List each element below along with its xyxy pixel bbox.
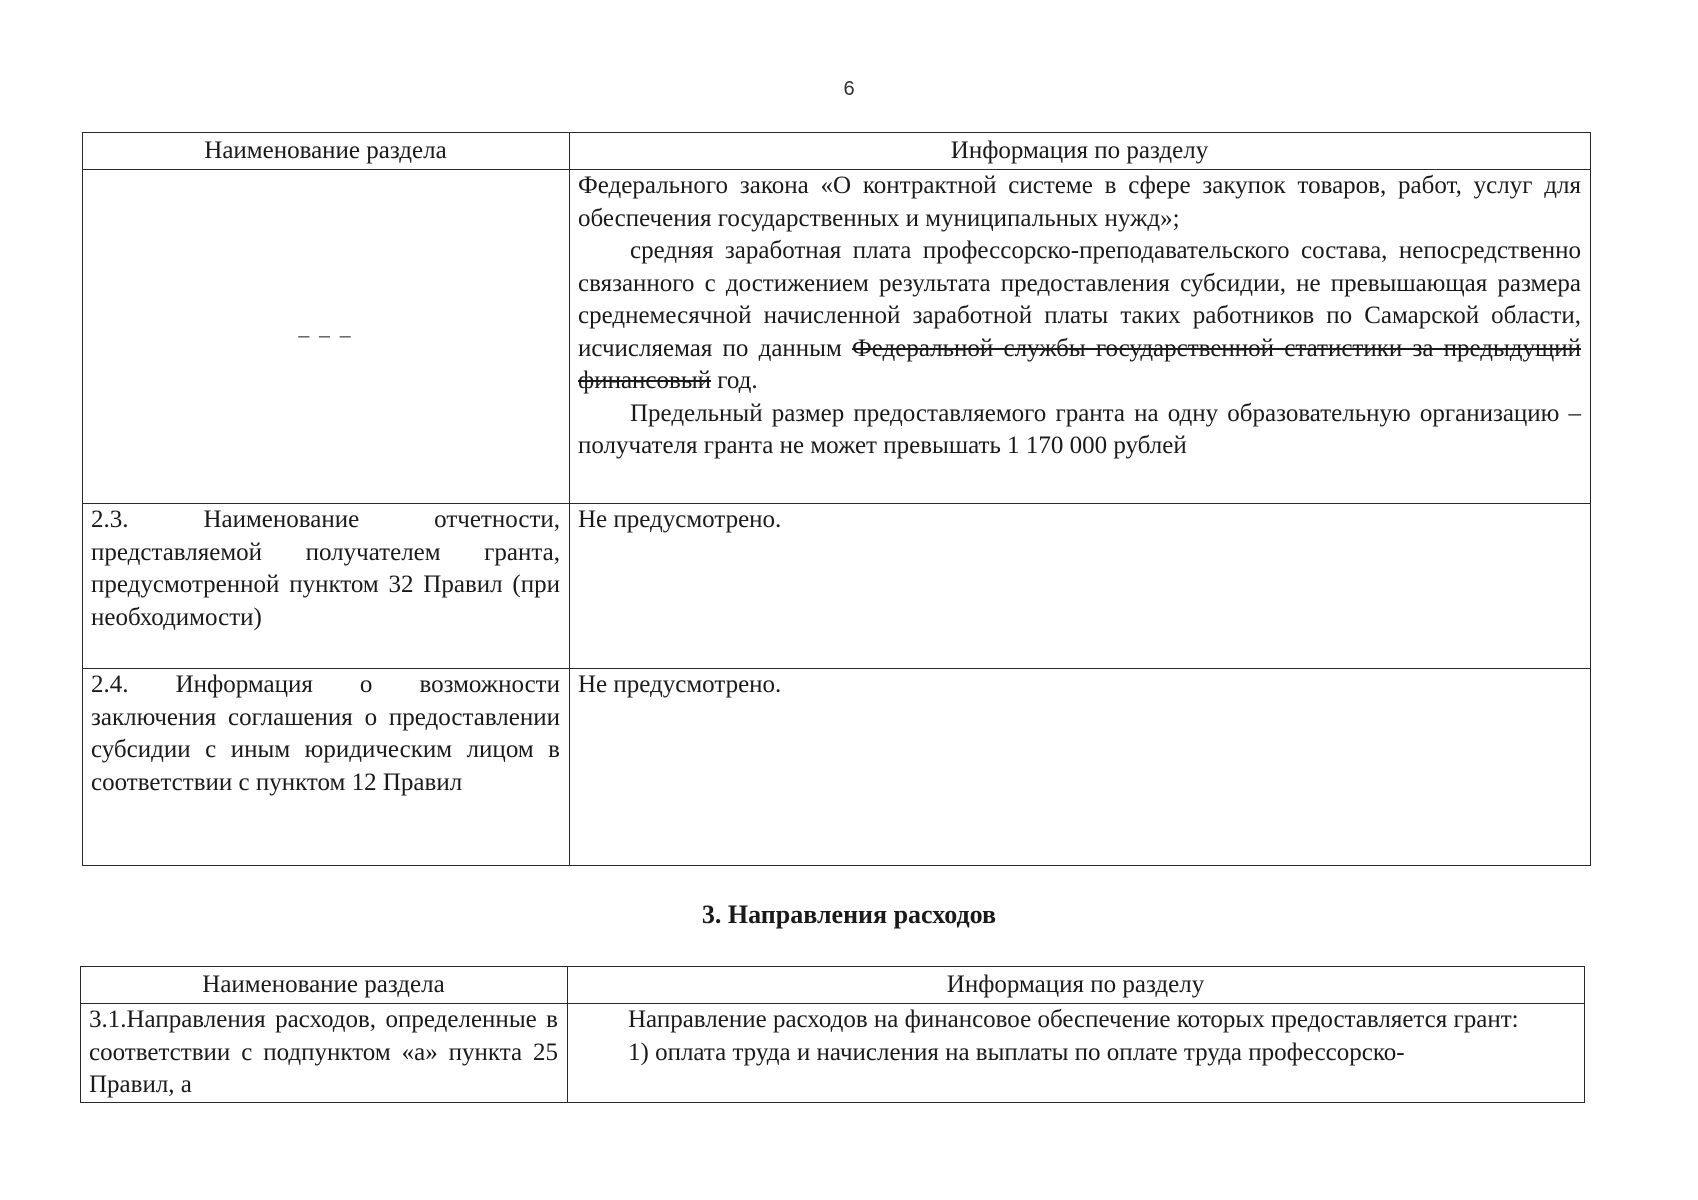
row-3-1-info-p1: Направление расходов на финансовое обеспечение которых предоставляется грант: — [628, 1006, 1519, 1033]
continuation-dashes: – – – — [298, 325, 353, 348]
row-2-3-name: 2.3. Наименование отчетности, представляемой получателем гранта, предусмотренной пунктом 32 Правил (при необходимости) — [83, 504, 570, 669]
section-3-title: 3. Направления расходов — [701, 900, 997, 929]
header-section-name: Наименование раздела — [81, 967, 568, 1004]
continuation-info-cell — [570, 170, 1591, 504]
row-2-4-name: 2.4. Информация о возможности заключения соглашения о предоставлении субсидии с иным юридическим лицом в соответствии с пунктом 12 Правил — [83, 669, 570, 866]
section-3-table — [80, 966, 1585, 1103]
table-row-continuation — [83, 170, 1591, 504]
info-paragraph-2 — [578, 235, 1581, 398]
row-3-1-name: 3.1.Направления расходов, определенные в соответствии с подпунктом «а» пункта 25 Правил, а — [81, 1004, 568, 1103]
info-paragraph-2-start: средняя заработная плата профессорско-преподавательского состава, непосредственно связанного с достижением результата предоставления субсидии, не превышающая размера среднемесячной начисленной заработной платы таких работников по Самарской области, исчисляемая по данным — [578, 237, 1581, 362]
continuation-name-cell — [83, 170, 570, 504]
table-row-2-4 — [83, 669, 1591, 866]
header-section-info: Информация по разделу — [570, 133, 1591, 170]
header-section-name: Наименование раздела — [83, 133, 570, 170]
header-section-info: Информация по разделу — [568, 967, 1585, 1004]
table-header-row — [81, 967, 1585, 1004]
page-number: 6 — [843, 78, 855, 100]
table-header-row — [83, 133, 1591, 170]
row-3-1-info-p2: 1) оплата труда и начисления на выплаты по оплате труда профессорско- — [628, 1038, 1405, 1066]
info-paragraph-2-struck: Федеральной службы государственной статистики за предыдущий финансовый — [578, 334, 1581, 394]
table-row-3-1 — [81, 1004, 1585, 1103]
table-row-2-3 — [83, 504, 1591, 669]
row-3-1-info — [568, 1004, 1585, 1103]
row-2-3-info: Не предусмотрено. — [570, 504, 1591, 669]
section-2-table — [82, 132, 1591, 866]
info-paragraph-3: Предельный размер предоставляемого гранта на одну образовательную организацию – получателя гранта не может превышать 1 170 000 рублей — [578, 399, 1581, 459]
row-2-4-info: Не предусмотрено. — [570, 669, 1591, 866]
info-paragraph-2-end: год. — [711, 367, 758, 394]
info-paragraph-1: Федерального закона «О контрактной системе в сфере закупок товаров, работ, услуг для обеспечения государственных и муниципальных нужд»; — [578, 172, 1581, 232]
